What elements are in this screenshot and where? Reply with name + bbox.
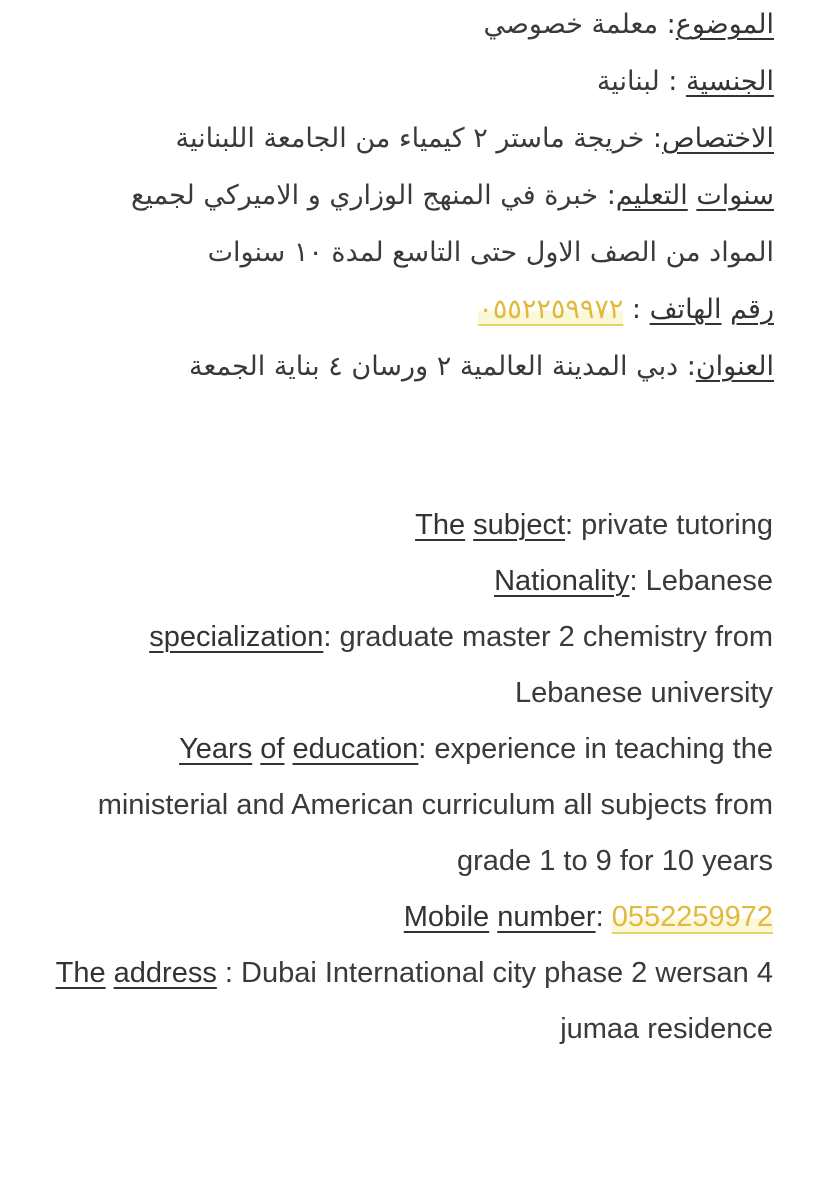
ar-specialization-label: الاختصاص [661, 123, 774, 154]
ar-specialization-sep: : [644, 123, 662, 154]
ar-phone-line [60, 281, 774, 338]
en-years-label-word-3: education [292, 733, 419, 765]
en-years-label-word-1: Years [179, 733, 253, 765]
ar-address-label: العنوان [695, 351, 774, 382]
ar-nationality-line [60, 53, 774, 110]
ar-address-sep: : [678, 351, 696, 382]
en-mobile-label-word-1: Mobile [403, 901, 490, 933]
en-address-line [50, 945, 773, 1057]
en-subject-label-word-2: subject [473, 509, 566, 541]
ar-address-value: دبي المدينة العالمية ٢ ورسان ٤ بناية الجمعة [188, 351, 679, 382]
ar-years-label-word-1: سنوات [696, 180, 774, 211]
ar-phone-label-word-2: الهاتف [649, 294, 722, 325]
ar-phone-sep: : [623, 294, 650, 325]
ar-nationality-value: لبنانية [596, 66, 660, 97]
en-mobile-sep: : [595, 901, 612, 933]
ar-phone-link[interactable]: ٠٥٥٢٢٥٩٩٧٢ [478, 294, 624, 325]
ar-years-line [60, 167, 774, 281]
en-subject-value: private tutoring [581, 509, 773, 541]
en-nationality-label: Nationality [494, 565, 630, 597]
en-address-sep: : [216, 957, 242, 989]
en-nationality-line [50, 553, 773, 609]
ar-phone-label-word-1: رقم [730, 294, 774, 325]
en-nationality-sep: : [629, 565, 646, 597]
english-section [0, 497, 828, 1057]
ar-nationality-label: الجنسية [685, 66, 774, 97]
ar-specialization-value: خريجة ماستر ٢ كيمياء من الجامعة اللبنانية [175, 123, 645, 154]
ar-years-sep: : [598, 180, 616, 211]
en-subject-line [50, 497, 773, 553]
ar-subject-label: الموضوع [675, 9, 774, 40]
en-years-label-word-2: of [260, 733, 285, 765]
en-address-value: Dubai International city phase 2 wersan 4 jumaa residence [241, 957, 773, 1045]
ar-years-label-word-2: التعليم [615, 180, 688, 211]
ar-nationality-sep: : [659, 66, 686, 97]
en-specialization-label: specialization [149, 621, 324, 653]
en-specialization-line [50, 609, 773, 721]
ar-subject-line [60, 0, 774, 53]
en-address-label-word-1: The [55, 957, 106, 989]
en-years-value: experience in teaching the ministerial and American curriculum all subjects from grade 1 to 9 for 10 years [97, 733, 773, 877]
en-mobile-link[interactable]: 0552259972 [611, 901, 773, 933]
en-subject-sep: : [565, 509, 582, 541]
en-subject-label-word-1: The [415, 509, 466, 541]
ar-address-line [60, 338, 774, 395]
en-address-label-word-2: address [113, 957, 217, 989]
en-specialization-value: graduate master 2 chemistry from Lebanese university [339, 621, 773, 709]
ar-specialization-line [60, 110, 774, 167]
arabic-section [0, 0, 828, 395]
en-specialization-sep: : [323, 621, 340, 653]
en-years-line [50, 721, 773, 889]
ar-subject-sep: : [658, 9, 676, 40]
ar-years-value: خبرة في المنهج الوزاري و الاميركي لجميع المواد من الصف الاول حتى التاسع لمدة ١٠ سنوات [130, 180, 774, 268]
en-years-sep: : [418, 733, 435, 765]
en-nationality-value: Lebanese [645, 565, 773, 597]
ar-subject-value: معلمة خصوصي [483, 9, 659, 40]
en-mobile-label-word-2: number [497, 901, 596, 933]
en-mobile-line [50, 889, 773, 945]
